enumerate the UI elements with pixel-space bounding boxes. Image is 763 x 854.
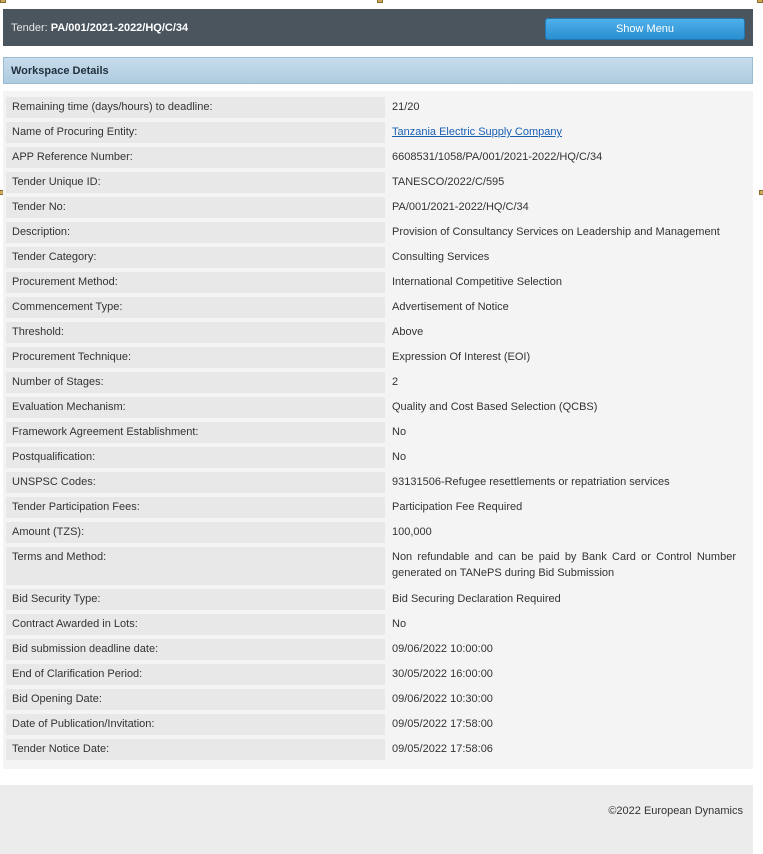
detail-label: Tender Participation Fees: — [6, 497, 385, 518]
detail-label: APP Reference Number: — [6, 147, 385, 168]
detail-value: 6608531/1058/PA/001/2021-2022/HQ/C/34 — [392, 151, 603, 163]
tender-label: Tender: — [11, 21, 48, 34]
detail-row — [3, 497, 753, 518]
detail-value: 100,000 — [392, 526, 432, 538]
detail-row — [3, 739, 753, 760]
detail-row — [3, 714, 753, 735]
detail-value: 21/20 — [392, 101, 420, 113]
detail-row — [3, 522, 753, 543]
detail-row — [3, 472, 753, 493]
detail-value: Participation Fee Required — [392, 501, 523, 513]
detail-label: Amount (TZS): — [6, 522, 385, 543]
detail-value: No — [392, 618, 407, 630]
detail-label: Name of Procuring Entity: — [6, 122, 385, 143]
detail-row — [3, 664, 753, 685]
detail-row — [3, 97, 753, 118]
frame-marker — [0, 0, 6, 3]
detail-row — [3, 297, 753, 318]
detail-value: 2 — [392, 376, 399, 388]
procuring-entity-link[interactable]: Tanzania Electric Supply Company — [392, 126, 562, 138]
detail-row — [3, 547, 753, 585]
detail-label: Tender Unique ID: — [6, 172, 385, 193]
detail-label: Postqualification: — [6, 447, 385, 468]
detail-label: Number of Stages: — [6, 372, 385, 393]
detail-label: End of Clarification Period: — [6, 664, 385, 685]
detail-label: UNSPSC Codes: — [6, 472, 385, 493]
detail-row — [3, 589, 753, 610]
detail-value: 09/06/2022 10:30:00 — [392, 693, 493, 705]
frame-marker — [759, 190, 763, 195]
detail-value: No — [392, 426, 407, 438]
detail-row — [3, 447, 753, 468]
detail-value: 09/05/2022 17:58:06 — [392, 743, 493, 755]
detail-row — [3, 372, 753, 393]
detail-value: Quality and Cost Based Selection (QCBS) — [392, 401, 598, 413]
detail-value: International Competitive Selection — [392, 276, 562, 288]
detail-row — [3, 639, 753, 660]
detail-value: Bid Securing Declaration Required — [392, 593, 561, 605]
detail-row — [3, 422, 753, 443]
detail-row — [3, 247, 753, 268]
detail-label: Bid submission deadline date: — [6, 639, 385, 660]
detail-value — [389, 122, 739, 143]
detail-value: Above — [392, 326, 424, 338]
detail-value: No — [392, 451, 407, 463]
detail-value: Provision of Consultancy Services on Leadership and Management — [392, 226, 720, 238]
copyright-text: ©2022 European Dynamics — [608, 805, 743, 817]
detail-label: Tender No: — [6, 197, 385, 218]
detail-label: Terms and Method: — [6, 547, 385, 585]
detail-value: 93131506-Refugee resettlements or repatriation services — [392, 476, 670, 488]
detail-value: Non refundable and can be paid by Bank Card or Control Number generated on TANePS during Bid Submission — [392, 551, 736, 579]
footer — [0, 785, 753, 854]
detail-label: Procurement Technique: — [6, 347, 385, 368]
detail-value: TANESCO/2022/C/595 — [392, 176, 505, 188]
detail-label: Description: — [6, 222, 385, 243]
workspace-details-header: Workspace Details — [3, 57, 753, 84]
detail-value: 09/05/2022 17:58:00 — [392, 718, 493, 730]
show-menu-button[interactable]: Show Menu — [545, 18, 745, 40]
detail-row — [3, 122, 753, 143]
detail-label: Threshold: — [6, 322, 385, 343]
tender-title — [11, 22, 188, 34]
detail-row — [3, 197, 753, 218]
tender-number: PA/001/2021-2022/HQ/C/34 — [50, 21, 189, 34]
detail-row — [3, 272, 753, 293]
detail-row — [3, 147, 753, 168]
detail-label: Bid Security Type: — [6, 589, 385, 610]
detail-label: Tender Notice Date: — [6, 739, 385, 760]
detail-label: Bid Opening Date: — [6, 689, 385, 710]
frame-marker — [757, 0, 763, 3]
detail-value: 30/05/2022 16:00:00 — [392, 668, 493, 680]
detail-label: Date of Publication/Invitation: — [6, 714, 385, 735]
detail-label: Tender Category: — [6, 247, 385, 268]
detail-label: Contract Awarded in Lots: — [6, 614, 385, 635]
detail-label: Commencement Type: — [6, 297, 385, 318]
detail-value: Expression Of Interest (EOI) — [392, 351, 531, 363]
detail-row — [3, 222, 753, 243]
detail-row — [3, 397, 753, 418]
detail-value: Consulting Services — [392, 251, 490, 263]
detail-label: Evaluation Mechanism: — [6, 397, 385, 418]
detail-label: Framework Agreement Establishment: — [6, 422, 385, 443]
detail-row — [3, 172, 753, 193]
detail-label: Procurement Method: — [6, 272, 385, 293]
frame-marker — [377, 0, 383, 3]
tender-header-bar — [3, 9, 753, 46]
detail-row — [3, 347, 753, 368]
workspace-details-table — [3, 91, 753, 769]
detail-label: Remaining time (days/hours) to deadline: — [6, 97, 385, 118]
detail-value: 09/06/2022 10:00:00 — [392, 643, 493, 655]
detail-row — [3, 689, 753, 710]
detail-value: PA/001/2021-2022/HQ/C/34 — [392, 201, 529, 213]
detail-row — [3, 614, 753, 635]
detail-value: Advertisement of Notice — [392, 301, 509, 313]
detail-row — [3, 322, 753, 343]
